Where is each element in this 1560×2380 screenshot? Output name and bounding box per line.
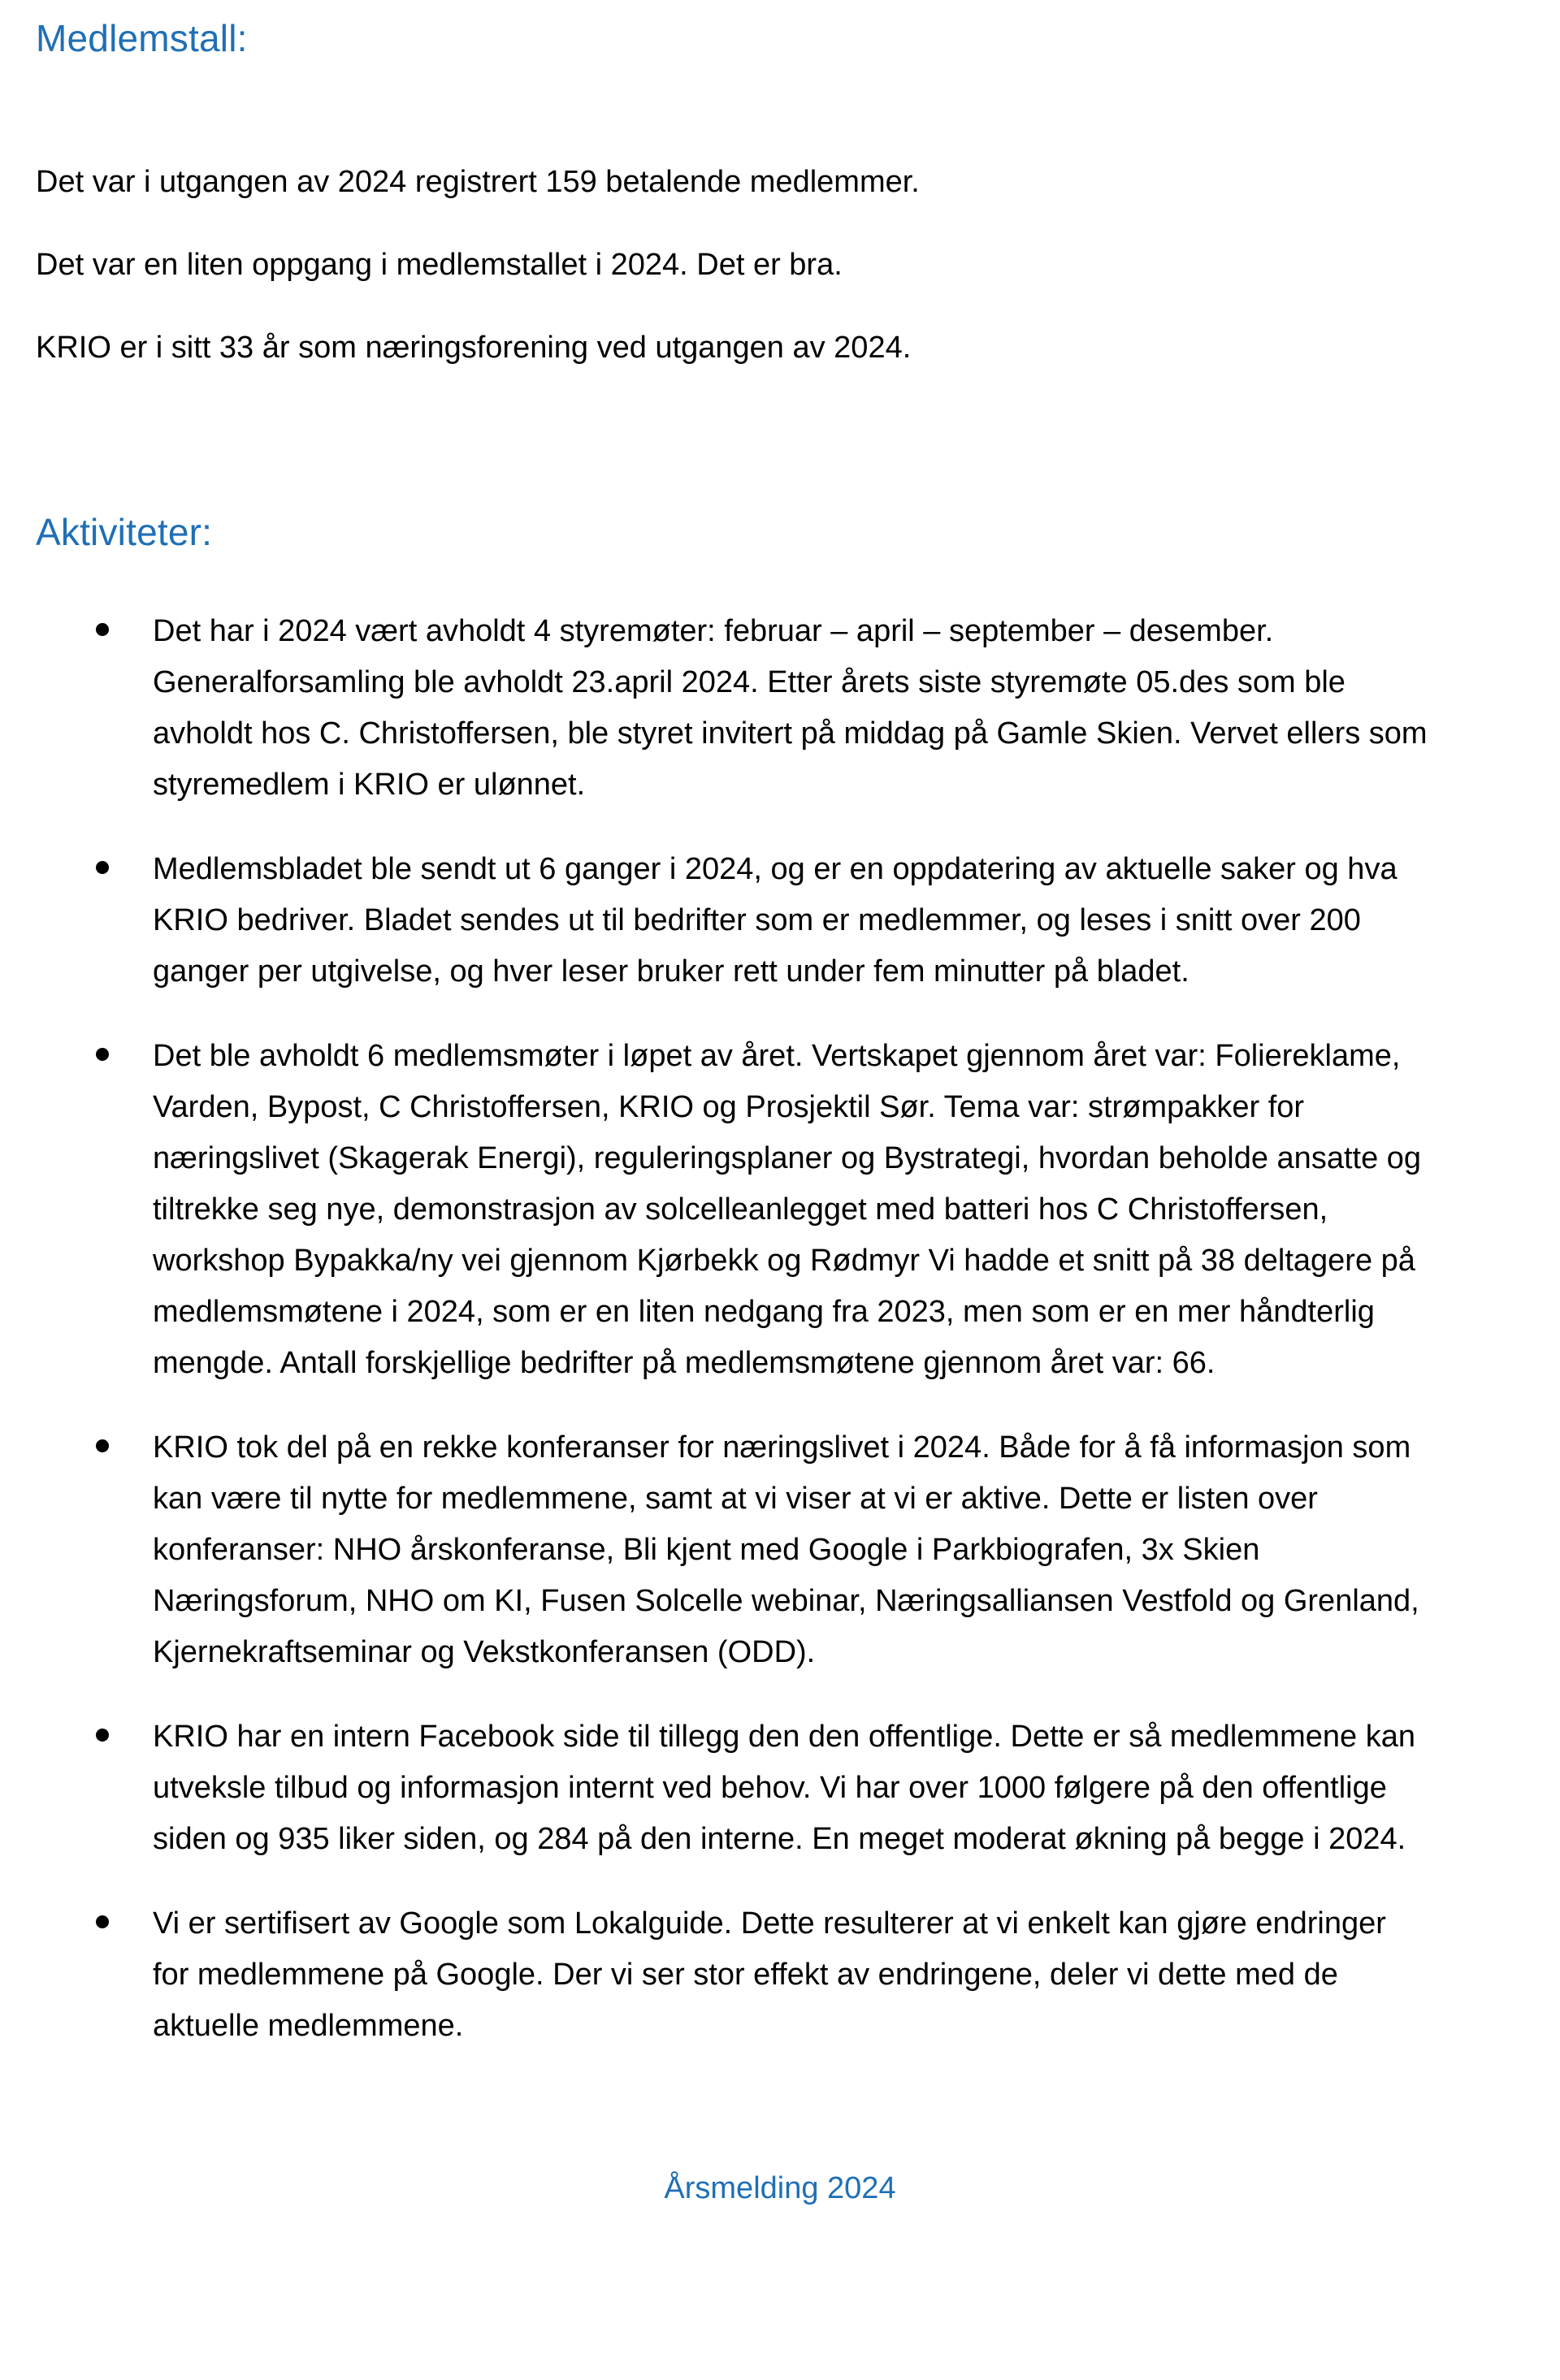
activities-bullet-list bbox=[0, 606, 1560, 2085]
bullet-text-line: ganger per utgivelse, og hver leser bruker rett under fem minutter på bladet. bbox=[153, 954, 1190, 989]
bullet-text-line: avholdt hos C. Christoffersen, ble styret invitert på middag på Gamle Skien. Vervet ellers som bbox=[153, 716, 1428, 751]
bullet-text-line: Vi er sertifisert av Google som Lokalguide. Dette resulterer at vi enkelt kan gjøre endringer bbox=[153, 1906, 1386, 1941]
bullet-text-line: siden og 935 liker siden, og 284 på den interne. En meget moderat økning på begge i 2024. bbox=[153, 1822, 1406, 1856]
bullet-text-line: for medlemmene på Google. Der vi ser stor effekt av endringene, deler vi dette med de bbox=[153, 1958, 1338, 1992]
heading-aktiviteter: Aktiviteter: bbox=[36, 511, 213, 553]
bullet-text-line: Varden, Bypost, C Christoffersen, KRIO og Prosjektil Sør. Tema var: strømpakker for bbox=[153, 1090, 1305, 1124]
bullet-text-line: kan være til nytte for medlemmene, samt at vi viser at vi er aktive. Dette er listen over bbox=[153, 1482, 1318, 1516]
bullet-text-line: næringslivet (Skagerak Energi), reguleringsplaner og Bystrategi, hvordan beholde ansatte og bbox=[153, 1141, 1422, 1175]
bullet-text-line: Generalforsamling ble avholdt 23.april 2024. Etter årets siste styremøte 05.des som ble bbox=[153, 665, 1346, 699]
activities-bullet-item bbox=[0, 1898, 1560, 2052]
bullet-dot-icon bbox=[96, 1439, 109, 1452]
bullet-text-line: konferanser: NHO årskonferanse, Bli kjent med Google i Parkbiografen, 3x Skien bbox=[153, 1533, 1260, 1567]
bullet-text-line: Medlemsbladet ble sendt ut 6 ganger i 2024, og er en oppdatering av aktuelle saker og hva bbox=[153, 852, 1398, 886]
bullet-text-line: medlemsmøtene i 2024, som er en liten nedgang fra 2023, men som er en mer håndterlig bbox=[153, 1295, 1375, 1329]
footer-title: Årsmelding 2024 bbox=[664, 2171, 896, 2205]
bullet-dot-icon bbox=[96, 1915, 109, 1928]
bullet-text-line: mengde. Antall forskjellige bedrifter på medlemsmøtene gjennom året var: 66. bbox=[153, 1346, 1216, 1380]
members-paragraph-1: Det var i utgangen av 2024 registrert 159 betalende medlemmer. bbox=[36, 165, 920, 199]
bullet-text-line: styremedlem i KRIO er ulønnet. bbox=[153, 768, 586, 802]
bullet-text-line: KRIO har en intern Facebook side til tillegg den den offentlige. Dette er så medlemmene kan bbox=[153, 1720, 1415, 1754]
bullet-dot-icon bbox=[96, 1729, 109, 1742]
bullet-text-line: utveksle tilbud og informasjon internt ved behov. Vi har over 1000 følgere på den offentlige bbox=[153, 1771, 1387, 1805]
bullet-text-line: tiltrekke seg nye, demonstrasjon av solcelleanlegget med batteri hos C Christoffersen, bbox=[153, 1192, 1328, 1227]
bullet-dot-icon bbox=[96, 623, 109, 636]
activities-bullet-item bbox=[0, 1711, 1560, 1865]
activities-bullet-item bbox=[0, 1422, 1560, 1678]
bullet-dot-icon bbox=[96, 861, 109, 874]
bullet-dot-icon bbox=[96, 1048, 109, 1061]
activities-bullet-item bbox=[0, 844, 1560, 997]
bullet-text-line: Næringsforum, NHO om KI, Fusen Solcelle webinar, Næringsalliansen Vestfold og Grenland, bbox=[153, 1584, 1419, 1618]
bullet-text-line: KRIO bedriver. Bladet sendes ut til bedrifter som er medlemmer, og leses i snitt over 200 bbox=[153, 903, 1361, 937]
members-paragraph-3: KRIO er i sitt 33 år som næringsforening ved utgangen av 2024. bbox=[36, 331, 912, 365]
activities-bullet-item bbox=[0, 1031, 1560, 1389]
bullet-text-line: KRIO tok del på en rekke konferanser for næringslivet i 2024. Både for å få informasjon som bbox=[153, 1430, 1411, 1465]
bullet-text-line: aktuelle medlemmene. bbox=[153, 2009, 464, 2043]
bullet-text-line: Kjernekraftseminar og Vekstkonferansen (ODD). bbox=[153, 1635, 816, 1669]
bullet-text-line: Det ble avholdt 6 medlemsmøter i løpet av året. Vertskapet gjennom året var: Foliereklame, bbox=[153, 1039, 1401, 1073]
bullet-text-line: workshop Bypakka/ny vei gjennom Kjørbekk og Rødmyr Vi hadde et snitt på 38 deltagere på bbox=[153, 1244, 1415, 1278]
activities-bullet-item bbox=[0, 606, 1560, 811]
bullet-text-line: Det har i 2024 vært avholdt 4 styremøter: februar – april – september – desember. bbox=[153, 614, 1274, 648]
heading-medlemstall: Medlemstall: bbox=[36, 17, 248, 59]
members-paragraph-2: Det var en liten oppgang i medlemstallet i 2024. Det er bra. bbox=[36, 248, 843, 282]
